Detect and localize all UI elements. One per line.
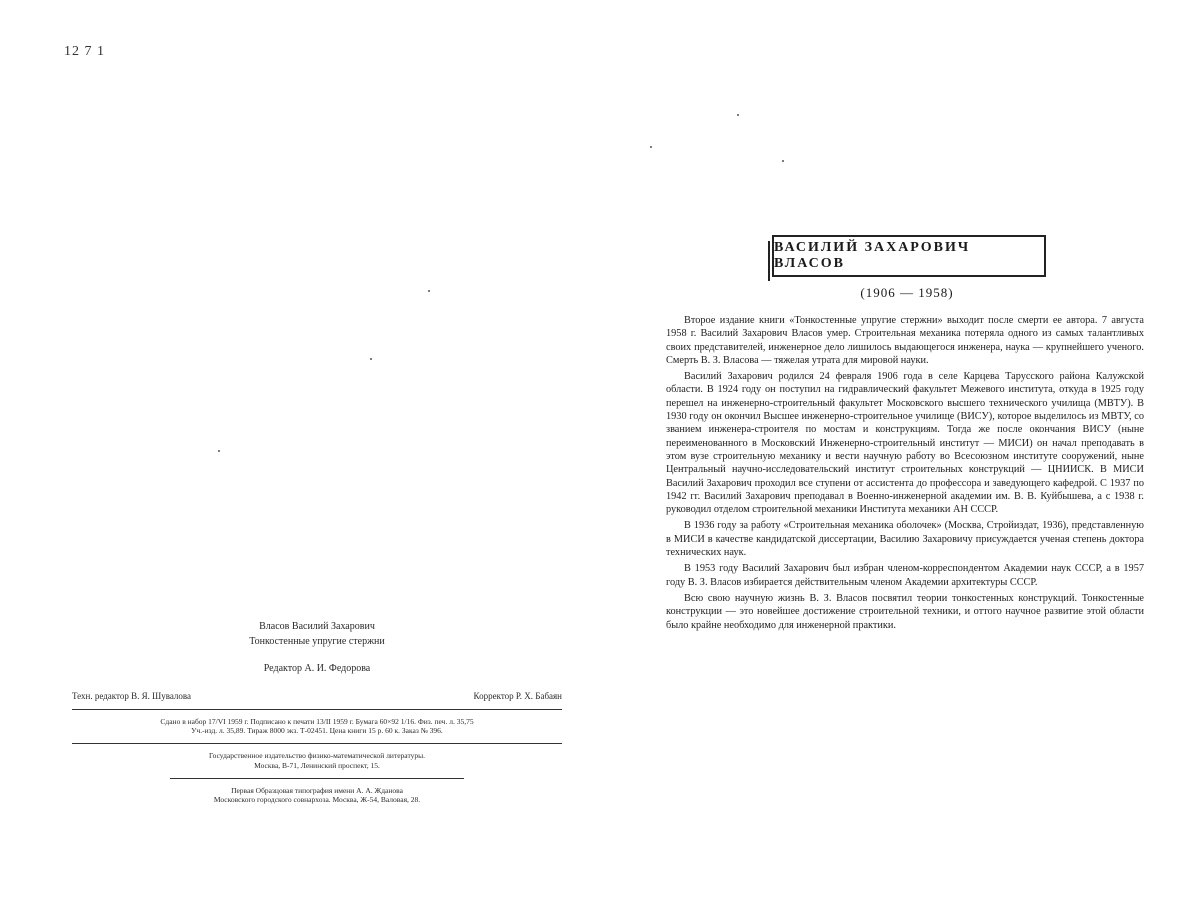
imprint-printer-address: Московского городского совнархоза. Москва, Ж-54, Валовая, 28. — [213, 795, 421, 805]
imprint-title: Тонкостенные упругие стержни — [249, 635, 385, 647]
scan-speck — [370, 358, 372, 360]
imprint-divider — [72, 709, 562, 710]
biography-years: (1906 — 1958) — [860, 285, 954, 300]
imprint-author: Власов Василий Захарович — [259, 621, 375, 632]
biography-text — [666, 314, 1144, 635]
imprint-print-info: Сдано в набор 17/VI 1959 г. Подписано к печати 13/II 1959 г. Бумага 60×92 1/16. Физ. печ. л. 35,75 — [160, 716, 474, 726]
imprint-publisher-address: Москва, В-71, Ленинский проспект, 15. — [254, 760, 380, 770]
imprint-volume-info: Уч.-изд. л. 35,89. Тираж 8000 экз. Т-02451. Цена книги 15 р. 60 к. Заказ № 396. — [191, 726, 443, 736]
paragraph: Всю свою научную жизнь В. З. Власов посвятил теории тонкостенных конструкций. Тонкостенные конструкции — это новейшее достижение строительной техники, и оттого научное развитие этой области было крайне необходимо для инженерной практики. — [666, 592, 1144, 631]
paragraph: В 1953 году Василий Захарович был избран членом-корреспондентом Академии наук СССР, а в 1957 году В. З. Власов избирается действительным членом Академии архитектуры СССР. — [666, 563, 1144, 588]
imprint-block — [72, 620, 562, 805]
heading-text: ВАСИЛИЙ ЗАХАРОВИЧ ВЛАСОВ — [774, 240, 971, 271]
biography-heading — [772, 235, 1046, 277]
paragraph: Василий Захарович родился 24 февраля 1906 года в селе Карцева Тарусского района Калужской области. В 1924 году он поступил на гидравлический факультет Межевого института, откуда в 1925 году перешел на инженерно-строительный факультет Московского высшего технического училища (МВТУ). В 1930 году он окончил Высшее инженерно-строительное училище (ВИСУ), которое выделилось из МВТУ, со званием инженера-строителя по мостам и конструкциям. Тогда же после окончания ВИСУ (ныне переименованного в Московский Инженерно-строительный институт — МИСИ) он начал преподавать в этом вузе строительную механику и вести научную работу во Всесоюзном институте сооружений, ныне Центральный научно-исследовательский институт строительных конструкций — ЦНИИСК. В МИСИ Василий Захарович проходил все ступени от ассистента до профессора и заведующего кафедрой. С 1937 по 1942 гг. Василий Захарович преподавал в Военно-инженерной академии им. В. В. Куйбышева, а с 1938 г. руководил отделом строительной механики Института механики АН СССР. — [666, 371, 1144, 516]
paragraph: Второе издание книги «Тонкостенные упругие стержни» выходит после смерти ее автора. 7 августа 1958 г. Василий Захарович Власов умер. Строительная механика потеряла одного из самых талантливых своих представителей, инженерное дело лишилось выдающегося инженера, наука — крупнейшего ученого. Смерть В. З. Власова — тяжелая утрата для мировой науки. — [666, 315, 1144, 366]
paragraph: В 1936 году за работу «Строительная механика оболочек» (Москва, Стройиздат, 1936), представленную в МИСИ в качестве кандидатской диссертации, Василию Захаровичу присуждается ученая степень доктора технических наук. — [666, 520, 1144, 559]
imprint-divider — [72, 743, 562, 744]
imprint-editors-row — [72, 690, 562, 702]
scan-speck — [218, 450, 220, 452]
scan-speck — [650, 146, 652, 148]
imprint-tech-editor: Техн. редактор В. Я. Шувалова — [72, 690, 192, 701]
imprint-printer: Первая Образцовая типография имени А. А. Жданова — [231, 785, 403, 795]
imprint-publisher: Государственное издательство физико-математической литературы. — [208, 751, 426, 761]
page-number: 12 7 1 — [64, 44, 105, 59]
scan-speck — [782, 160, 784, 162]
scan-speck — [428, 290, 430, 292]
imprint-reviewer: Редактор А. И. Федорова — [263, 663, 371, 674]
imprint-corrector: Корректор Р. Х. Бабаян — [473, 690, 562, 701]
imprint-divider — [170, 778, 464, 779]
scan-speck — [737, 114, 739, 116]
